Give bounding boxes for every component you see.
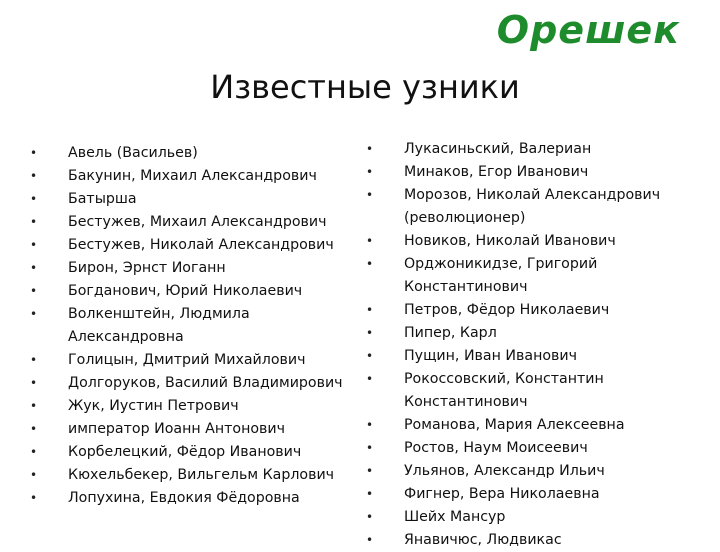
- bullet-icon: •: [366, 234, 374, 248]
- bullet-icon: •: [366, 303, 374, 317]
- prisoner-name: Корбелецкий, Фёдор Иванович: [68, 444, 302, 460]
- list-item: [30, 395, 360, 418]
- list-item: [30, 165, 360, 188]
- list-item: [366, 322, 716, 345]
- prisoner-name: Пущин, Иван Иванович: [404, 348, 577, 364]
- list-item: [30, 464, 360, 487]
- prisoner-list-left: [30, 142, 360, 510]
- prisoner-name: Голицын, Дмитрий Михайлович: [68, 352, 306, 368]
- bullet-icon: •: [30, 169, 38, 183]
- prisoner-name: Богданович, Юрий Николаевич: [68, 283, 303, 299]
- bullet-icon: •: [30, 261, 38, 275]
- list-item: [366, 138, 716, 161]
- bullet-icon: •: [30, 376, 38, 390]
- prisoner-name: Жук, Иустин Петрович: [68, 398, 239, 414]
- prisoner-list-right: [366, 138, 716, 552]
- prisoner-name: император Иоанн Антонович: [68, 421, 285, 437]
- list-item: [30, 234, 360, 257]
- prisoner-name: Романова, Мария Алексеевна: [404, 417, 625, 433]
- prisoner-name: Кюхельбекер, Вильгельм Карлович: [68, 467, 335, 483]
- list-item: [30, 487, 360, 510]
- prisoner-name: Орджоникидзе, Григорий Константинович: [404, 256, 598, 295]
- prisoner-name: Фигнер, Вера Николаевна: [404, 486, 600, 502]
- bullet-icon: •: [30, 445, 38, 459]
- bullet-icon: •: [30, 238, 38, 252]
- bullet-icon: •: [366, 510, 374, 524]
- list-item: [366, 230, 716, 253]
- bullet-icon: •: [30, 192, 38, 206]
- bullet-icon: •: [30, 468, 38, 482]
- prisoner-name: Бестужев, Михаил Александрович: [68, 214, 327, 230]
- prisoner-name: Ростов, Наум Моисеевич: [404, 440, 588, 456]
- list-item: [30, 418, 360, 441]
- bullet-icon: •: [30, 307, 38, 321]
- list-item: [30, 280, 360, 303]
- list-item: [30, 349, 360, 372]
- list-item: [366, 161, 716, 184]
- bullet-icon: •: [366, 441, 374, 455]
- bullet-icon: •: [366, 533, 374, 547]
- prisoner-name: Морозов, Николай Александрович (революционер): [404, 187, 661, 226]
- prisoner-name: Петров, Фёдор Николаевич: [404, 302, 610, 318]
- list-item: [366, 437, 716, 460]
- list-item: [366, 460, 716, 483]
- bullet-icon: •: [366, 349, 374, 363]
- bullet-icon: •: [366, 188, 374, 202]
- bullet-icon: •: [366, 165, 374, 179]
- prisoner-name: Ульянов, Александр Ильич: [404, 463, 605, 479]
- list-item: [366, 368, 716, 414]
- bullet-icon: •: [366, 487, 374, 501]
- prisoner-name: Батырша: [68, 191, 137, 207]
- prisoner-name: Лукасиньский, Валериан: [404, 141, 592, 157]
- prisoner-name: Волкенштейн, Людмила Александровна: [68, 306, 250, 345]
- list-item: [366, 345, 716, 368]
- list-item: [30, 142, 360, 165]
- prisoner-name: Минаков, Егор Иванович: [404, 164, 589, 180]
- prisoner-name: Бирон, Эрнст Иоганн: [68, 260, 226, 276]
- bullet-icon: •: [30, 284, 38, 298]
- prisoner-name: Пипер, Карл: [404, 325, 497, 341]
- bullet-icon: •: [366, 418, 374, 432]
- list-item: [30, 441, 360, 464]
- bullet-icon: •: [30, 215, 38, 229]
- prisoner-name: Шейх Мансур: [404, 509, 506, 525]
- page-title: Известные узники: [210, 68, 520, 106]
- list-item: [366, 483, 716, 506]
- list-item: [30, 303, 360, 349]
- prisoner-name: Лопухина, Евдокия Фёдоровна: [68, 490, 300, 506]
- bullet-icon: •: [30, 353, 38, 367]
- bullet-icon: •: [30, 491, 38, 505]
- prisoner-name: Бакунин, Михаил Александрович: [68, 168, 317, 184]
- bullet-icon: •: [366, 257, 374, 271]
- bullet-icon: •: [30, 399, 38, 413]
- list-item: [30, 257, 360, 280]
- list-item: [366, 184, 716, 230]
- list-item: [366, 414, 716, 437]
- prisoner-name: Авель (Васильев): [68, 145, 198, 161]
- bullet-icon: •: [366, 326, 374, 340]
- bullet-icon: •: [366, 372, 374, 386]
- prisoner-name: Рокоссовский, Константин Константинович: [404, 371, 604, 410]
- prisoner-name: Новиков, Николай Иванович: [404, 233, 616, 249]
- list-item: [30, 188, 360, 211]
- list-item: [366, 299, 716, 322]
- list-item: [30, 372, 360, 395]
- prisoner-name: Долгоруков, Василий Владимирович: [68, 375, 343, 391]
- brand-logo-text: Орешек: [496, 8, 680, 52]
- prisoner-name: Бестужев, Николай Александрович: [68, 237, 334, 253]
- list-item: [366, 253, 716, 299]
- prisoner-name: Янавичюс, Людвикас: [404, 532, 562, 548]
- list-item: [366, 506, 716, 529]
- bullet-icon: •: [30, 146, 38, 160]
- bullet-icon: •: [366, 464, 374, 478]
- bullet-icon: •: [30, 422, 38, 436]
- list-item: [30, 211, 360, 234]
- bullet-icon: •: [366, 142, 374, 156]
- list-item: [366, 529, 716, 552]
